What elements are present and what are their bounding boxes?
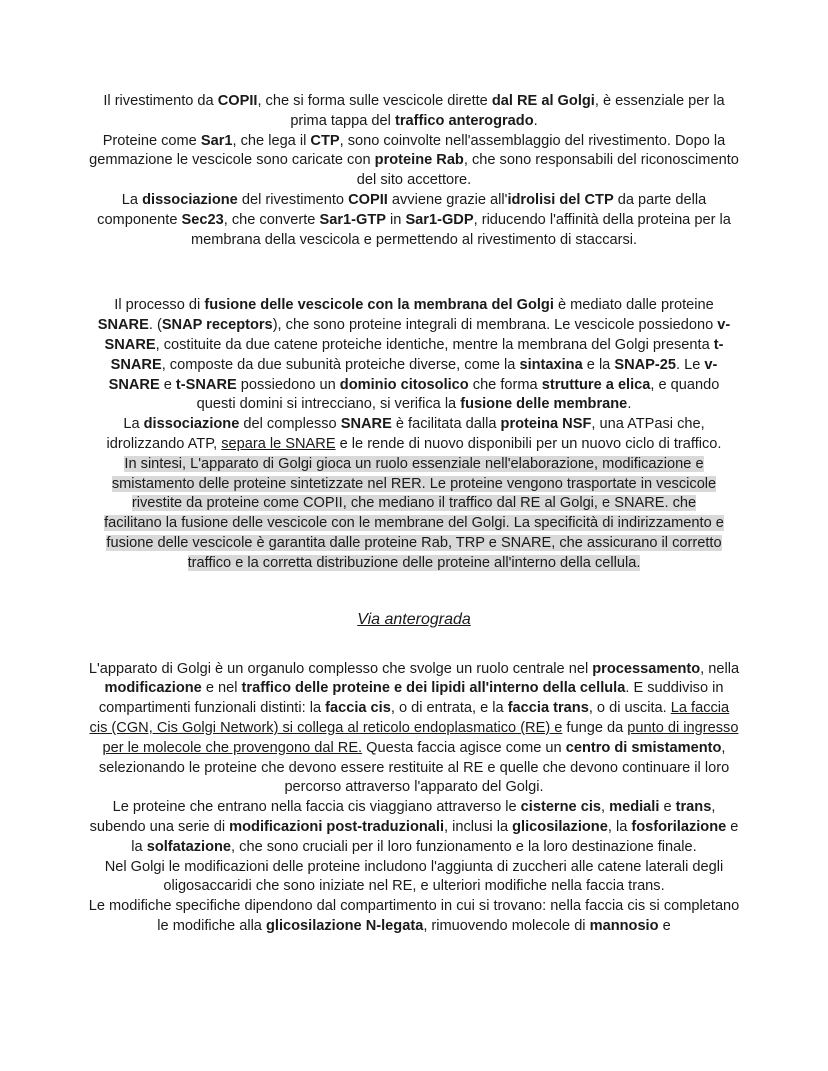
text-run: , che converte <box>223 211 320 228</box>
bold-term: SNARE <box>340 416 392 433</box>
paragraph-line <box>88 92 740 132</box>
paragraph-line <box>88 415 740 455</box>
text-run: , una ATPasi che, idrolizzando ATP, <box>106 416 705 452</box>
bold-term: cisterne cis <box>520 799 601 816</box>
paragraph-line <box>88 897 740 937</box>
underlined-text: separa le SNARE <box>221 435 336 452</box>
text-run: , e quando questi domini si intrecciano, si verifica la <box>196 376 720 413</box>
text-run: , nella <box>700 660 740 677</box>
text-run: funge da <box>562 719 628 736</box>
bold-term: glicosilazione <box>512 818 608 835</box>
underlined-text: La faccia cis (CGN, Cis Golgi Network) si collega al reticolo endoplasmatico (RE) e <box>89 700 730 736</box>
text-run: ), che sono proteine integrali di membrana. Le vescicole possiedono <box>272 317 718 334</box>
bold-term: SNARE <box>97 317 149 334</box>
bold-term: sintaxina <box>519 356 583 373</box>
highlighted-text: rivestite da proteine come COPII, che mediano il traffico dal RE al Golgi, e SNARE. che <box>131 495 697 512</box>
text-run: , subendo una serie di <box>89 799 716 835</box>
bold-term: dal RE al Golgi <box>491 93 595 109</box>
text-run: . Le <box>676 356 705 373</box>
bold-term: CTP <box>310 132 340 149</box>
bold-term: glicosilazione N-legata <box>265 917 424 934</box>
text-run: avviene grazie all' <box>387 191 508 208</box>
paragraph-line: Nel Golgi le modificazioni delle proteine includono l'aggiunta di zuccheri alle catene laterali degli oligosaccaridi che sono iniziate nel RE, e ulteriori modifiche nella faccia trans. <box>104 858 724 895</box>
paragraph-line <box>88 191 740 250</box>
text-run: del complesso <box>239 416 341 433</box>
bold-term: idrolisi del CTP <box>507 191 614 208</box>
bold-term: modificazioni post-traduzionali <box>229 818 444 835</box>
paragraph-golgi <box>88 660 740 937</box>
highlighted-text: In sintesi, L'apparato di Golgi gioca un ruolo essenziale nell'elaborazione, modificazione e <box>124 455 704 472</box>
text-run: , che si forma sulle vescicole dirette <box>257 93 492 109</box>
text-run: , inclusi la <box>444 818 513 835</box>
text-run: Le modifiche specifiche dipendono dal compartimento in cui si trovano: nella faccia cis si completano le modifiche alla <box>88 898 740 934</box>
bold-term: dominio citosolico <box>339 376 469 393</box>
bold-term: Sar1 <box>200 132 233 149</box>
text-run: Il rivestimento da <box>103 93 218 109</box>
text-run: e le rende di nuovo disponibili per un nuovo ciclo di traffico. <box>335 435 722 452</box>
bold-term: fusione delle membrane <box>460 396 628 413</box>
text-run: che forma <box>468 376 542 393</box>
bold-term: dissociazione <box>143 416 240 433</box>
text-run: , è essenziale per la prima tappa del <box>290 93 725 129</box>
text-run: , composte da due subunità proteiche diverse, come la <box>161 356 520 373</box>
text-run: e nel <box>201 680 242 697</box>
text-run: Questa faccia agisce come un <box>362 739 566 756</box>
bold-term: traffico delle proteine e dei lipidi all'interno della cellula <box>241 680 626 697</box>
bold-term: Sar1-GTP <box>319 211 386 228</box>
highlighted-text: fusione delle vescicole è garantita dalle proteine Rab, TRP e SNARE, che assicurano il corretto <box>106 534 722 551</box>
bold-term: fusione delle vescicole con la membrana del Golgi <box>204 297 554 314</box>
bold-term: mannosio <box>589 917 659 934</box>
bold-term: SNAP-25 <box>614 356 676 373</box>
text-run: e <box>658 917 671 934</box>
text-run: La <box>123 416 144 433</box>
text-run: , che lega il <box>232 132 311 149</box>
bold-term: traffico anterogrado <box>394 112 534 129</box>
paragraph-copii <box>88 92 740 250</box>
text-run: , rimuovendo molecole di <box>423 917 590 934</box>
text-run: , selezionando le proteine che devono essere restituite al RE e quelle che devono continuare il loro percorso attraverso l'apparato del Golgi. <box>98 739 730 796</box>
text-run: , o di entrata, e la <box>390 700 508 717</box>
bold-term: COPII <box>348 191 388 208</box>
bold-term: Sar1-GDP <box>405 211 474 228</box>
bold-term: proteine Rab <box>374 152 464 169</box>
bold-term: faccia cis <box>325 700 391 717</box>
text-run: Proteine come <box>102 132 201 149</box>
text-run: è facilitata dalla <box>391 416 501 433</box>
summary-highlight <box>88 455 740 574</box>
paragraph-line <box>88 660 740 799</box>
text-run: e <box>659 799 676 816</box>
text-run: del rivestimento <box>237 191 349 208</box>
text-run: . <box>627 396 632 413</box>
bold-term: processamento <box>592 660 701 677</box>
bold-term: SNAP receptors <box>161 317 273 334</box>
text-run: possiedono un <box>236 376 340 393</box>
text-run: , <box>601 799 610 816</box>
text-run: , o di uscita. <box>588 700 671 717</box>
bold-term: v-SNARE <box>104 317 731 353</box>
bold-term: t-SNARE <box>110 336 724 373</box>
text-run: . <box>533 112 538 129</box>
bold-term: fosforilazione <box>631 818 727 835</box>
bold-term: mediali <box>609 799 660 816</box>
highlighted-text: smistamento delle proteine sintetizzate nel RER. Le proteine vengono trasportate in vescicole <box>111 475 717 492</box>
bold-term: COPII <box>217 93 258 109</box>
underlined-text: punto di ingresso per le molecole che provengono dal RE. <box>102 719 739 756</box>
bold-term: modificazione <box>104 680 202 697</box>
highlighted-text: facilitano la fusione delle vescicole con le membrane del Golgi. La specificità di indirizzamento e <box>104 515 724 532</box>
section-heading: Via anterograda <box>357 610 471 628</box>
text-run: Le proteine che entrano nella faccia cis viaggiano attraverso le <box>112 799 521 816</box>
text-run: . E suddiviso in compartimenti funzionali distinti: la <box>98 680 724 717</box>
text-run: L'apparato di Golgi è un organulo complesso che svolge un ruolo centrale nel <box>88 660 593 677</box>
text-run: , riducendo l'affinità della proteina per la membrana della vescicola e permettendo al rivestimento di staccarsi. <box>190 211 731 248</box>
text-run: e <box>159 376 176 393</box>
bold-term: trans <box>675 799 712 816</box>
text-run: , sono coinvolte nell'assemblaggio del rivestimento. Dopo la gemmazione le vescicole sono caricate con <box>89 132 726 169</box>
paragraph-line <box>88 132 740 191</box>
text-run: è mediato dalle proteine <box>553 297 714 314</box>
text-run: in <box>385 211 406 228</box>
bold-term: faccia trans <box>507 700 589 717</box>
bold-term: Sec23 <box>181 211 224 228</box>
text-run: . ( <box>148 317 162 334</box>
highlighted-text: traffico e la corretta distribuzione delle proteine all'interno della cellula. <box>187 554 641 571</box>
bold-term: strutture a elica <box>541 376 651 393</box>
bold-term: v-SNARE <box>108 356 718 393</box>
text-run: e la <box>582 356 615 373</box>
text-run: e la <box>131 818 739 855</box>
bold-term: proteina NSF <box>500 416 592 433</box>
bold-term: solfatazione <box>146 838 232 855</box>
text-run: Il processo di <box>114 297 205 314</box>
text-run: , la <box>607 818 632 835</box>
bold-term: t-SNARE <box>175 376 237 393</box>
paragraph-line <box>88 296 740 415</box>
text-run: , costituite da due catene proteiche identiche, mentre la membrana del Golgi presenta <box>155 336 714 353</box>
paragraph-line <box>88 798 740 857</box>
text-run: La <box>121 191 143 208</box>
paragraph-snare <box>88 296 740 573</box>
bold-term: centro di smistamento <box>565 739 722 756</box>
bold-term: dissociazione <box>142 191 238 208</box>
text-run: da parte della componente <box>97 191 707 228</box>
text-run: , che sono cruciali per il loro funzionamento e la loro destinazione finale. <box>231 838 697 855</box>
text-run: , che sono responsabili del riconoscimento del sito accettore. <box>356 152 739 189</box>
